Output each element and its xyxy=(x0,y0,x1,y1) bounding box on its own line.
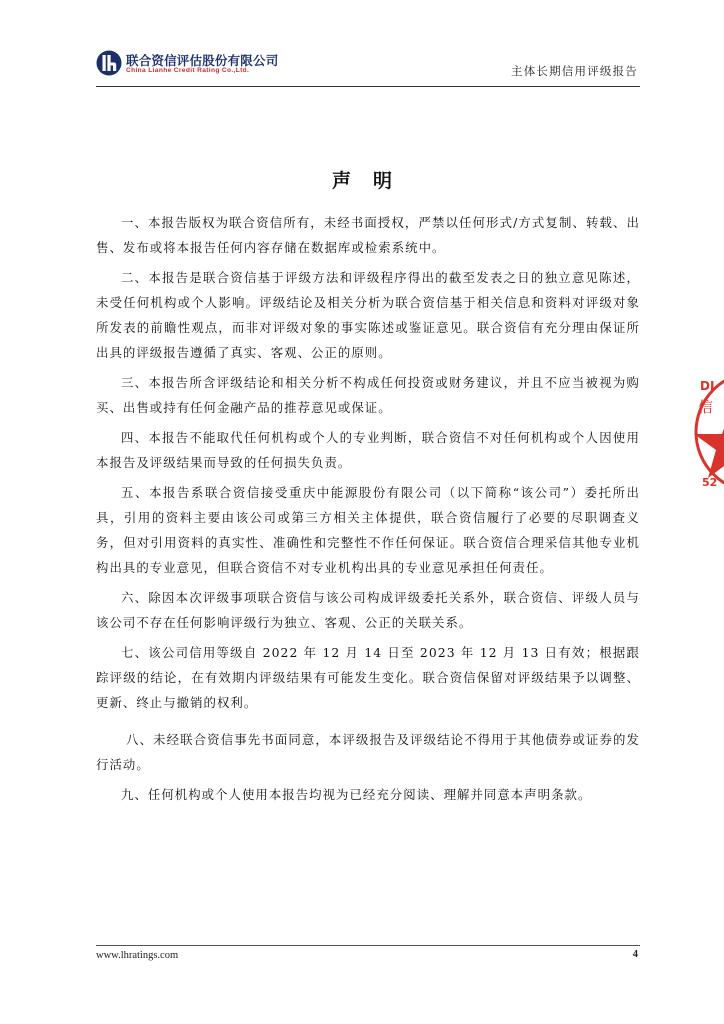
footer-divider xyxy=(96,945,640,946)
seal-text-3: 52 xyxy=(702,476,718,489)
company-seal-fragment xyxy=(692,362,724,502)
header-divider xyxy=(96,86,640,87)
declaration-paragraph-2: 二、本报告是联合资信基于评级方法和评级程序得出的截至发表之日的独立意见陈述，未受任何机构或个人影响。评级结论及相关分析为联合资信基于相关信息和资料对评级对象所发表的前瞻性观点，而非对评级对象的事实陈述或鉴证意见。联合资信有充分理由保证所出具的评级报告遵循了真实、客观、公正的原则。 xyxy=(96,270,640,360)
lianhe-logo-icon xyxy=(96,50,122,76)
declaration-paragraph-5: 五、本报告系联合资信接受重庆中能源股份有限公司（以下简称“该公司”）委托所出具，引用的资料主要由该公司或第三方相关主体提供，联合资信履行了必要的尽职调查义务，但对引用资料的真实性、准确性和完整性不作任何保证。联合资信合理采信其他专业机构出具的专业意见，但联合资信不对专业机构出具的专业意见承担任何责任。 xyxy=(96,485,640,575)
seal-text-1: DI xyxy=(700,379,715,393)
declaration-paragraph-4: 四、本报告不能取代任何机构或个人的专业判断，联合资信不对任何机构或个人因使用本报告及评级结果而导致的任何损失负责。 xyxy=(96,430,640,470)
company-name-cn: 联合资信评估股份有限公司 xyxy=(126,53,279,68)
declaration-paragraph-9: 九、任何机构或个人使用本报告均视为已经充分阅读、理解并同意本声明条款。 xyxy=(121,787,592,802)
page-title: 声明 xyxy=(331,170,414,192)
declaration-paragraph-7: 七、该公司信用等级自 2022 年 12 月 14 日至 2023 年 12 月 13 日有效；根据跟踪评级的结论，在有效期内评级结果有可能发生变化。联合资信保留对评级结果予以调整、更新、终止与撤销的权利。 xyxy=(96,645,640,710)
declaration-paragraph-8: 八、未经联合资信事先书面同意，本评级报告及评级结论不得用于其他债券或证券的发行活动。 xyxy=(96,732,640,772)
declaration-paragraph-1: 一、本报告版权为联合资信所有，未经书面授权，严禁以任何形式/方式复制、转载、出售、发布或将本报告任何内容存储在数据库或检索系统中。 xyxy=(96,215,640,255)
seal-text-2: 信 xyxy=(698,398,714,416)
declaration-body xyxy=(96,210,640,812)
page-number: 4 xyxy=(632,949,638,960)
footer-website-link[interactable]: www.lhratings.com xyxy=(96,950,179,961)
declaration-paragraph-6: 六、除因本次评级事项联合资信与该公司构成评级委托关系外，联合资信、评级人员与该公司不存在任何影响评级行为独立、客观、公正的关联关系。 xyxy=(96,590,640,630)
page-header xyxy=(96,46,644,86)
company-name-en: China Lianhe Credit Rating Co.,Ltd. xyxy=(126,67,250,74)
declaration-paragraph-3: 三、本报告所含评级结论和相关分析不构成任何投资或财务建议，并且不应当被视为购买、出售或持有任何金融产品的推荐意见或保证。 xyxy=(96,375,640,415)
seal-stamp-icon xyxy=(692,362,724,502)
report-type-label: 主体长期信用评级报告 xyxy=(511,64,638,78)
